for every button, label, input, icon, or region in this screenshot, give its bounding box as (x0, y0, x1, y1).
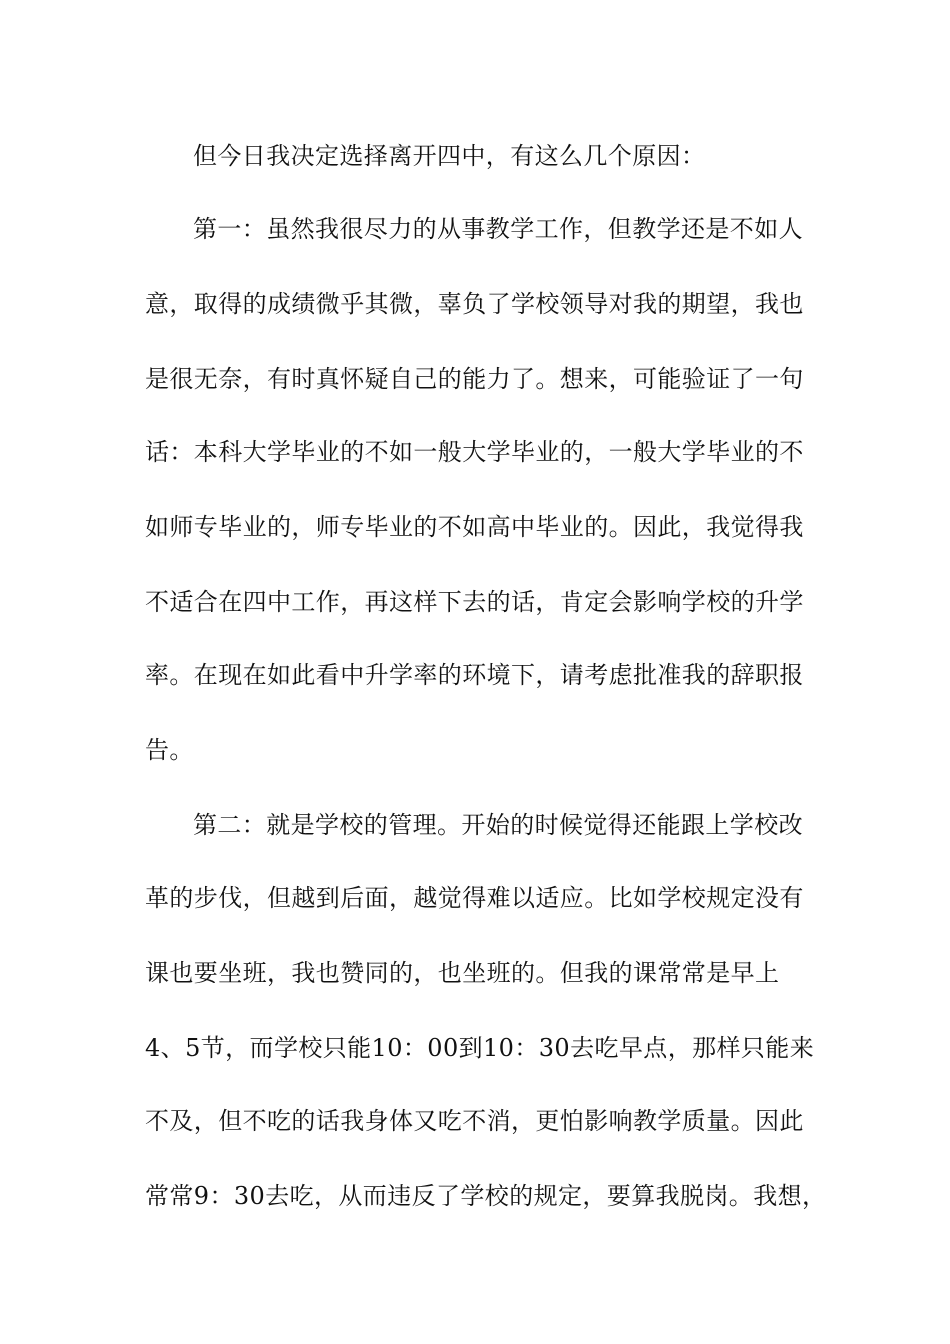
paragraph-2-line-6: 不适合在四中工作，再这样下去的话，肯定会影响学校的升学 (145, 588, 804, 616)
paragraph-3-line-6: 常常9：30去吃，从而违反了学校的规定，要算我脱岗。我想， (145, 1182, 827, 1210)
paragraph-3-line-3: 课也要坐班，我也赞同的，也坐班的。但我的课常常是早上 (145, 959, 780, 987)
paragraph-2-line-3: 是很无奈，有时真怀疑自己的能力了。想来，可能验证了一句 (145, 365, 804, 393)
paragraph-3-line-5: 不及，但不吃的话我身体又吃不消，更怕影响教学质量。因此 (145, 1107, 804, 1135)
paragraph-2-line-4: 话：本科大学毕业的不如一般大学毕业的，一般大学毕业的不 (145, 438, 804, 466)
paragraph-3-line-4: 4、5节，而学校只能10：00到10：30去吃早点，那样只能来 (145, 1034, 815, 1062)
paragraph-2-line-2: 意，取得的成绩微乎其微，辜负了学校领导对我的期望，我也 (145, 290, 804, 318)
paragraph-2-line-8: 告。 (145, 736, 194, 764)
paragraph-2-line-1: 第一：虽然我很尽力的从事教学工作，但教学还是不如人 (193, 215, 803, 243)
paragraph-2-line-7: 率。在现在如此看中升学率的环境下，请考虑批准我的辞职报 (145, 661, 804, 689)
paragraph-2-line-5: 如师专毕业的，师专毕业的不如高中毕业的。因此，我觉得我 (145, 513, 804, 541)
paragraph-3-line-2: 革的步伐，但越到后面，越觉得难以适应。比如学校规定没有 (145, 884, 804, 912)
paragraph-3-line-1: 第二：就是学校的管理。开始的时候觉得还能跟上学校改 (193, 811, 803, 839)
paragraph-1-line-1: 但今日我决定选择离开四中，有这么几个原因： (193, 142, 706, 170)
